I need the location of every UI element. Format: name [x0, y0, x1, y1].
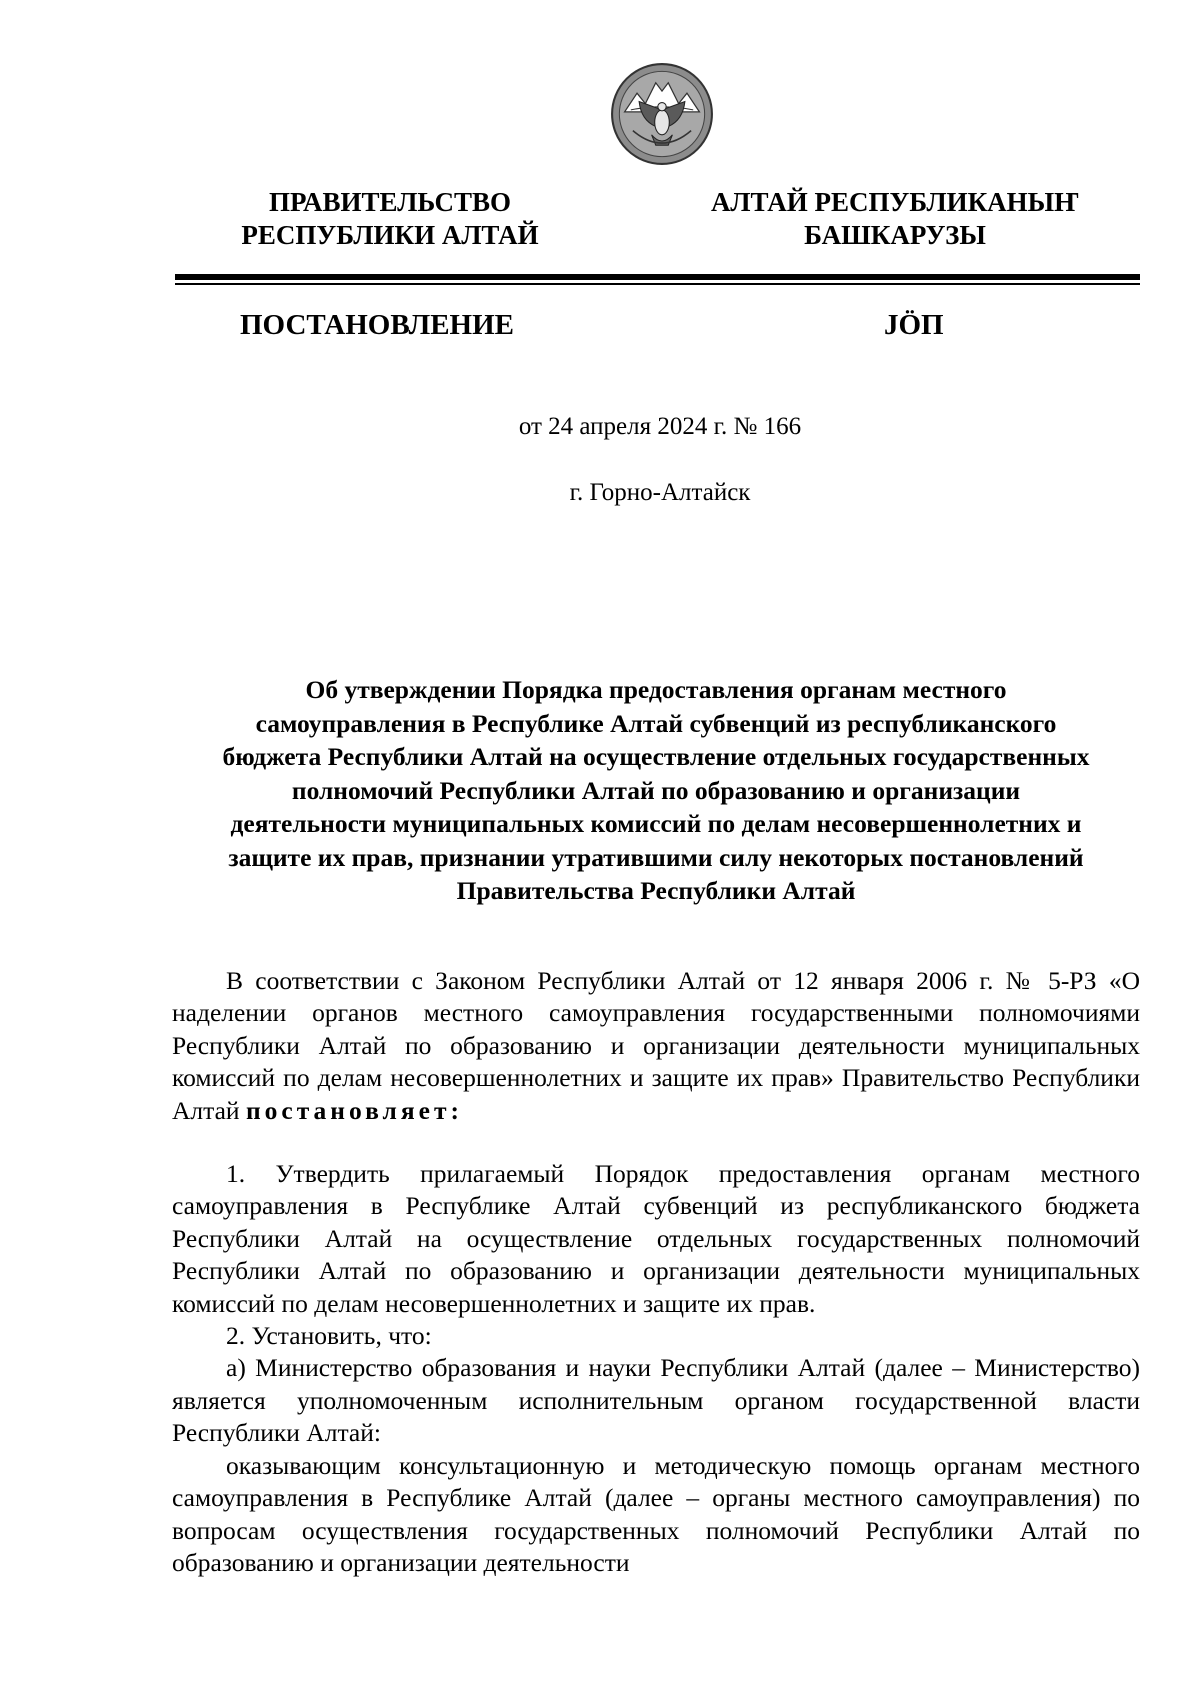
paragraph-1: 1. Утвердить прилагаемый Порядок предоставления органам местного самоуправления в Республике Алтай субвенций из республиканского бюджета Республики Алтай на осуществление отдельных государственных полномочий Республики Алтай по образованию и организации деятельности муниципальных комиссий по делам несовершеннолетних и защите их прав.	[172, 1159, 1140, 1318]
document-title-line: защите их прав, признании утратившими силу некоторых постановлений	[228, 842, 1084, 872]
document-title-line: самоуправления в Республике Алтай субвенций из республиканского	[255, 708, 1057, 738]
header-divider-thick	[175, 274, 1140, 280]
intro-paragraph	[172, 965, 1140, 1127]
paragraph-2a: а) Министерство образования и науки Республики Алтай (далее – Министерство) является уполномоченным исполнительным органом государственной власти Республики Алтай:	[172, 1353, 1140, 1448]
government-name-russian	[220, 186, 560, 252]
paragraph-2a-item: оказывающим консультационную и методическую помощь органам местного самоуправления в Республике Алтай (далее – органы местного самоуправления) по вопросам осуществления государственных полномочий Республики Алтай по образованию и организации деятельности	[172, 1450, 1140, 1577]
government-name-altai-line2: БАШКАРУЗЫ	[804, 220, 986, 250]
intro-text: В соответствии с Законом Республики Алтай от 12 января 2006 г. № 5-РЗ «О наделении органов местного самоуправления государственными полномочиями Республики Алтай по образованию и организации деятельности муниципальных комиссий по делам несовершеннолетних и защите их прав» Правительство Республики Алтай	[172, 966, 1140, 1125]
government-name-altai	[710, 186, 1080, 252]
decree-keyword: постановляет:	[245, 1095, 463, 1125]
government-name-russian-line1: ПРАВИТЕЛЬСТВО	[268, 187, 512, 217]
document-title-line: Об утверждении Порядка предоставления органам местного	[305, 675, 1007, 704]
paragraph-gap	[172, 1127, 1140, 1158]
document-city: г. Горно-Алтайск	[569, 479, 751, 506]
republic-altai-emblem-icon	[610, 62, 714, 166]
government-name-russian-line2: РЕСПУБЛИКИ АЛТАЙ	[241, 220, 539, 250]
paragraph-2: 2. Установить, что:	[226, 1321, 432, 1351]
government-name-altai-line1: АЛТАЙ РЕСПУБЛИКАНЫҤ	[710, 187, 1080, 217]
document-title-line: полномочий Республики Алтай по образованию и организации	[291, 775, 1021, 805]
document-title-line: бюджета Республики Алтай на осуществление отдельных государственных	[222, 742, 1090, 771]
document-body	[172, 965, 1140, 1579]
document-title-line: деятельности муниципальных комиссий по делам несовершеннолетних и	[230, 809, 1082, 838]
document-title-line: Правительства Республики Алтай	[456, 876, 856, 905]
doc-type-russian: ПОСТАНОВЛЕНИЕ	[240, 309, 515, 341]
document-date-number: от 24 апреля 2024 г. № 166	[518, 413, 802, 440]
doc-type-altai: JÖП	[884, 309, 944, 341]
document-title	[172, 673, 1140, 908]
header-divider-thin	[175, 283, 1140, 285]
